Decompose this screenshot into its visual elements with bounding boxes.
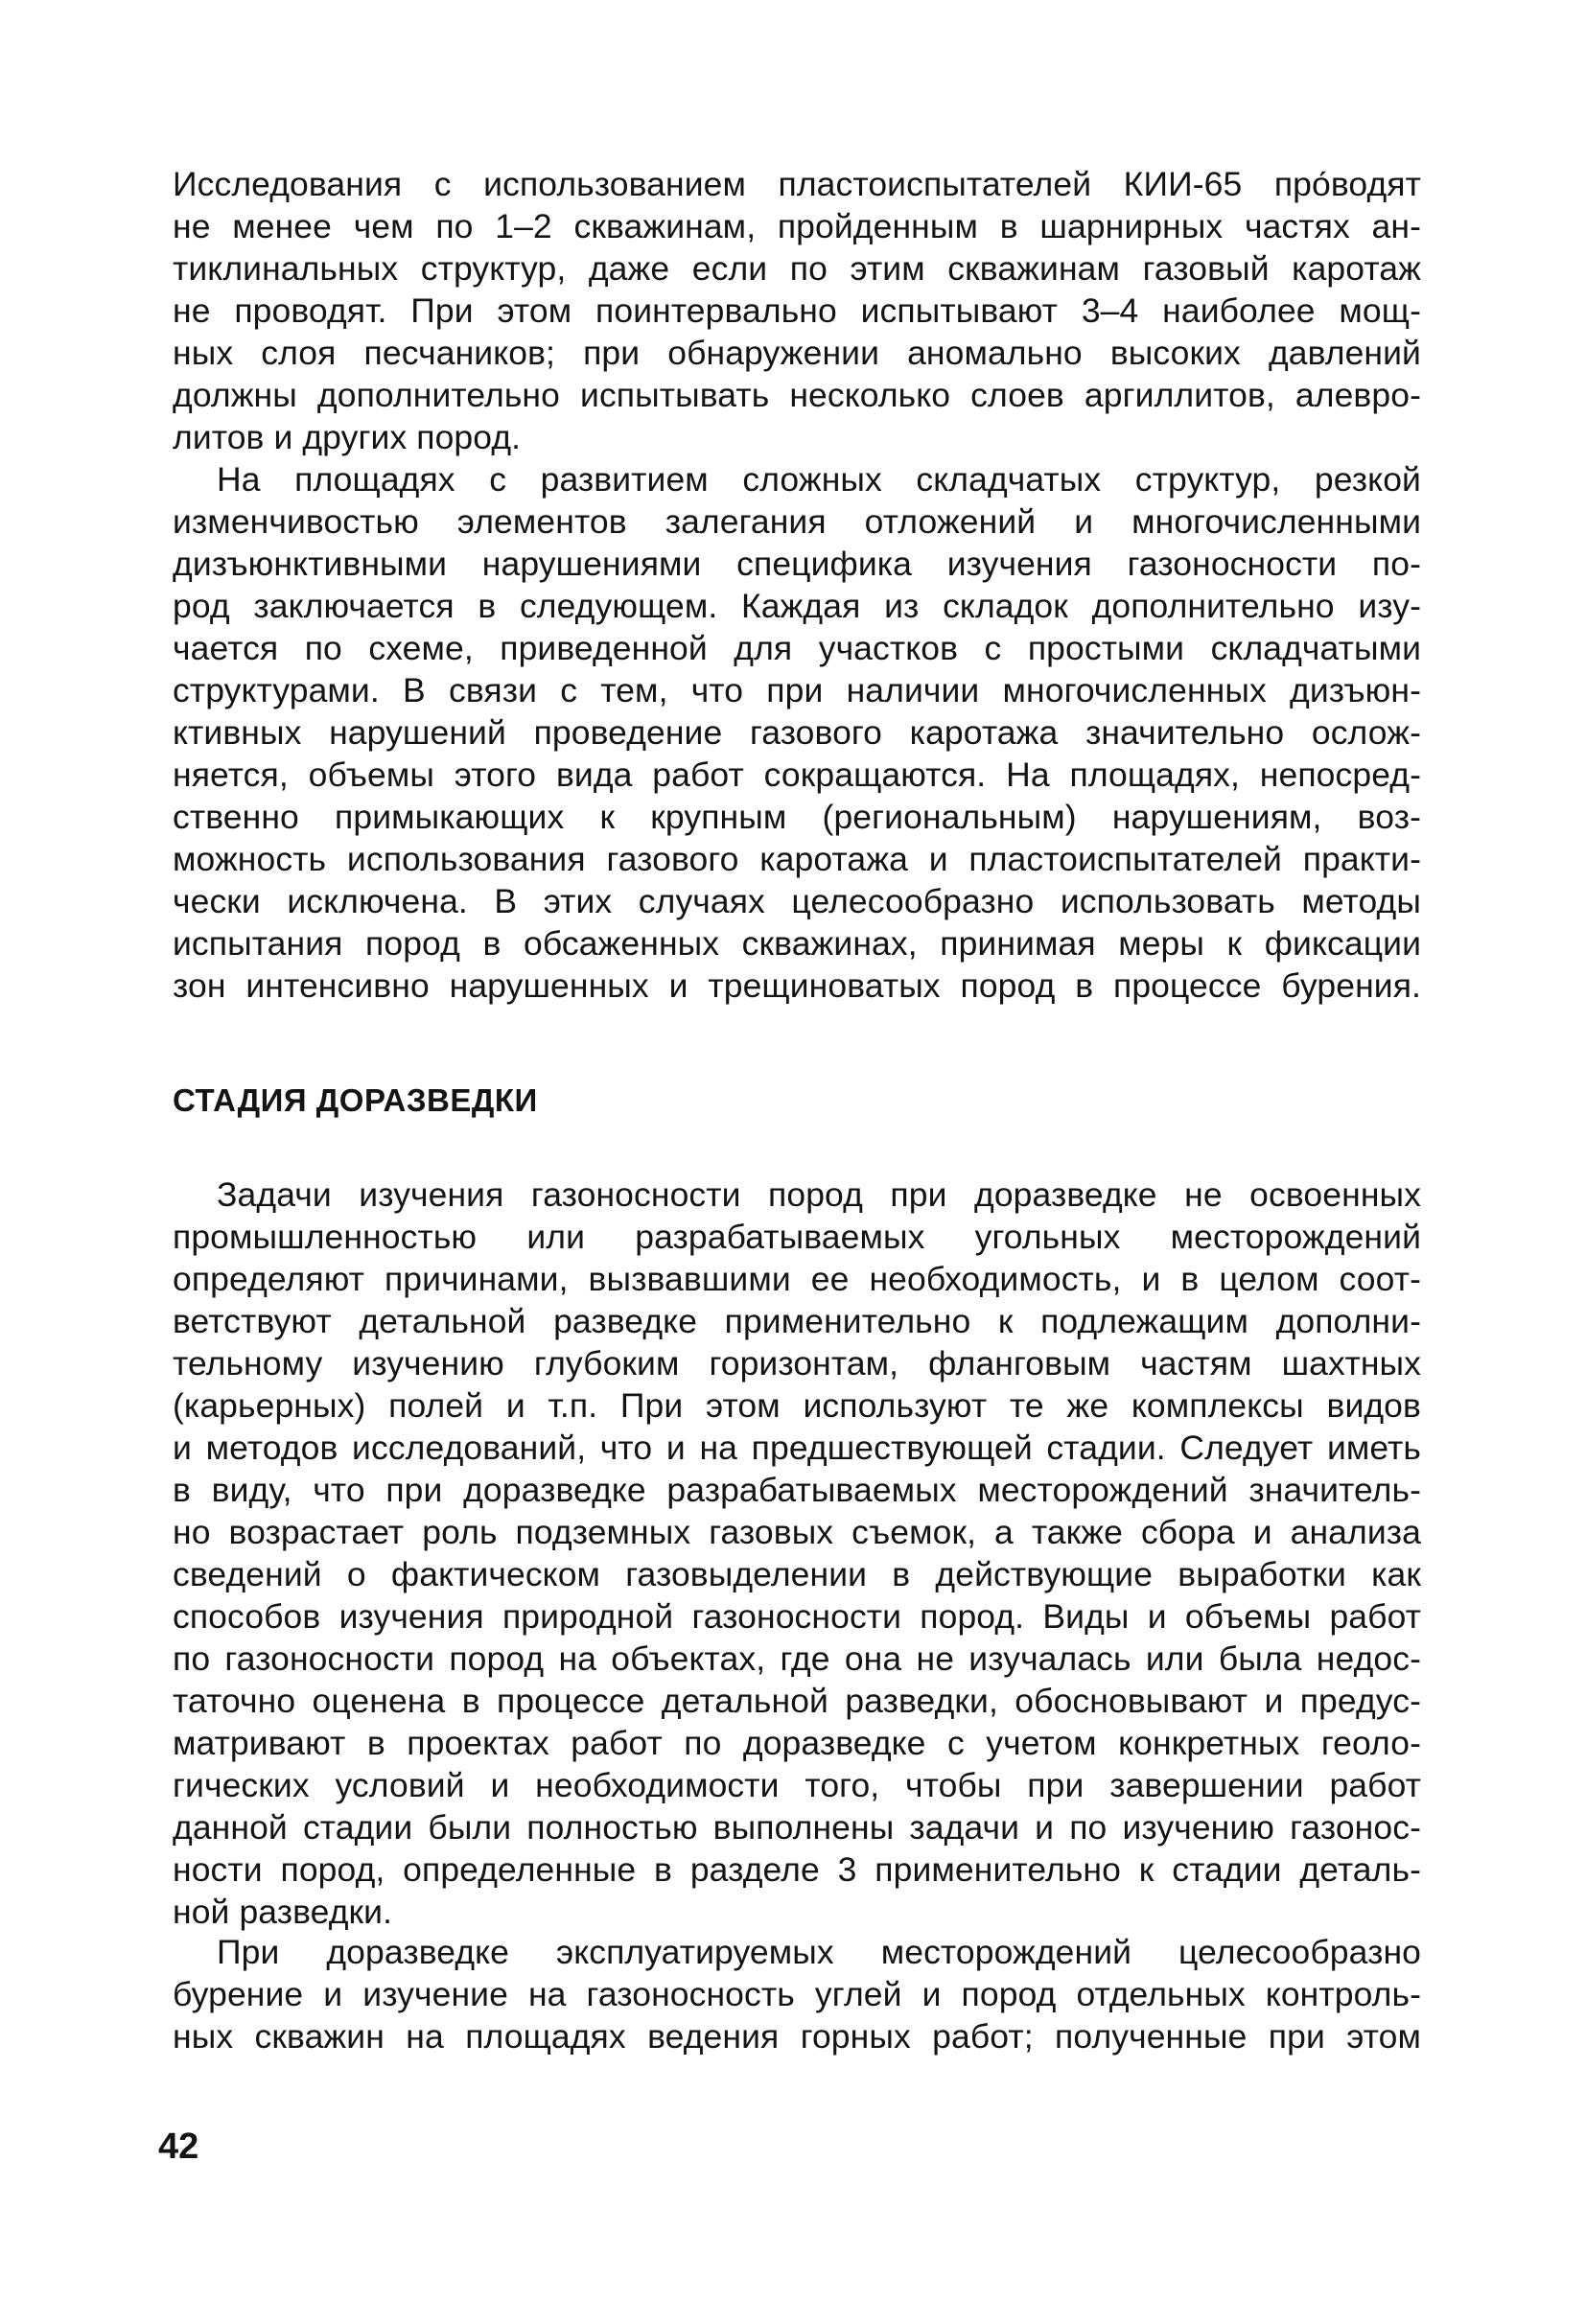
text-line: данной стадии были полностью выполнены задачи и по изучению газонос- xyxy=(173,1808,1421,1847)
text-line: испытания пород в обсаженных скважинах, принимая меры к фиксации xyxy=(173,924,1421,963)
text-line: определяют причинами, вызвавшими ее необходимость, и в целом соот- xyxy=(173,1260,1421,1298)
text-line: промышленностью или разрабатываемых угольных месторождений xyxy=(173,1218,1421,1256)
text-line: но возрастает роль подземных газовых съемок, а также сбора и анализа xyxy=(173,1513,1421,1551)
text-line: ктивных нарушений проведение газового каротажа значительно ослож- xyxy=(173,713,1421,752)
text-line: няется, объемы этого вида работ сокращаются. На площадях, непосред- xyxy=(173,755,1421,794)
text-line: бурение и изучение на газоносность углей и пород отдельных контроль- xyxy=(173,1975,1421,2013)
text-line: чески исключена. В этих случаях целесообразно использовать методы xyxy=(173,882,1421,920)
text-line: ности пород, определенные в разделе 3 применительно к стадии деталь- xyxy=(173,1850,1421,1889)
text-line: и методов исследований, что и на предшествующей стадии. Следует иметь xyxy=(173,1429,1421,1467)
paragraph-operating-deposits xyxy=(173,1931,1421,2057)
text-line: изменчивостью элементов залегания отложений и многочисленными xyxy=(173,502,1421,541)
text-line: дизъюнктивными нарушениями специфика изучения газоносности по- xyxy=(173,545,1421,583)
page-number: 42 xyxy=(158,2126,199,2167)
text-line: должны дополнительно испытывать несколько слоев аргиллитов, алевро- xyxy=(173,376,1421,414)
text-line: Задачи изучения газоносности пород при доразведке не освоенных xyxy=(217,1175,1421,1214)
text-line: ветствуют детальной разведке применительно к подлежащим дополни- xyxy=(173,1302,1421,1340)
text-line: можность использования газового каротажа и пластоиспытателей практи- xyxy=(173,840,1421,878)
text-line: Исследования с использованием пластоиспытателей КИИ-65 про́водят xyxy=(173,165,1421,203)
text-line: На площадях с развитием сложных складчатых структур, резкой xyxy=(217,460,1421,499)
text-line: ственно примыкающих к крупным (региональным) нарушениям, воз- xyxy=(173,798,1421,836)
section-heading: СТАДИЯ ДОРАЗВЕДКИ xyxy=(173,1082,538,1118)
text-line: род заключается в следующем. Каждая из складок дополнительно изу- xyxy=(173,587,1421,625)
paragraph-additional-exploration-tasks xyxy=(173,1174,1421,1933)
text-line: тельному изучению глубоким горизонтам, фланговым частям шахтных xyxy=(173,1344,1421,1383)
text-line: сведений о фактическом газовыделении в действующие выработки как xyxy=(173,1555,1421,1593)
text-line: не менее чем по 1–2 скважинам, пройденным в шарнирных частях ан- xyxy=(173,207,1421,245)
text-line: не проводят. При этом поинтервально испытывают 3–4 наиболее мощ- xyxy=(173,291,1421,330)
text-line: литов и других пород. xyxy=(173,418,522,456)
text-line: зон интенсивно нарушенных и трещиноватых пород в процессе бурения. xyxy=(173,966,1421,1005)
text-line: (карьерных) полей и т.п. При этом используют те же комплексы видов xyxy=(173,1386,1421,1425)
paragraph-complex-folded-structures xyxy=(173,458,1421,1007)
text-line: ной разведки. xyxy=(173,1893,393,1931)
text-line: чается по схеме, приведенной для участков с простыми складчатыми xyxy=(173,629,1421,667)
text-line: по газоносности пород на объектах, где она не изучалась или была недос- xyxy=(173,1639,1421,1678)
text-line: способов изучения природной газоносности пород. Виды и объемы работ xyxy=(173,1597,1421,1636)
text-line: ных слоя песчаников; при обнаружении аномально высоких давлений xyxy=(173,334,1421,372)
text-line: структурами. В связи с тем, что при наличии многочисленных дизъюн- xyxy=(173,671,1421,709)
text-line: гических условий и необходимости того, чтобы при завершении работ xyxy=(173,1766,1421,1804)
text-line: матривают в проектах работ по доразведке с учетом конкретных геоло- xyxy=(173,1724,1421,1762)
text-line: таточно оценена в процессе детальной разведки, обосновывают и предус- xyxy=(173,1682,1421,1720)
paragraph-kii65-testing xyxy=(173,163,1421,458)
text-line: тиклинальных структур, даже если по этим скважинам газовый каротаж xyxy=(173,249,1421,288)
text-line: ных скважин на площадях ведения горных работ; полученные при этом xyxy=(173,2017,1421,2056)
text-line: При доразведке эксплуатируемых месторождений целесообразно xyxy=(217,1933,1421,1971)
text-line: в виду, что при доразведке разрабатываемых месторождений значитель- xyxy=(173,1471,1421,1509)
